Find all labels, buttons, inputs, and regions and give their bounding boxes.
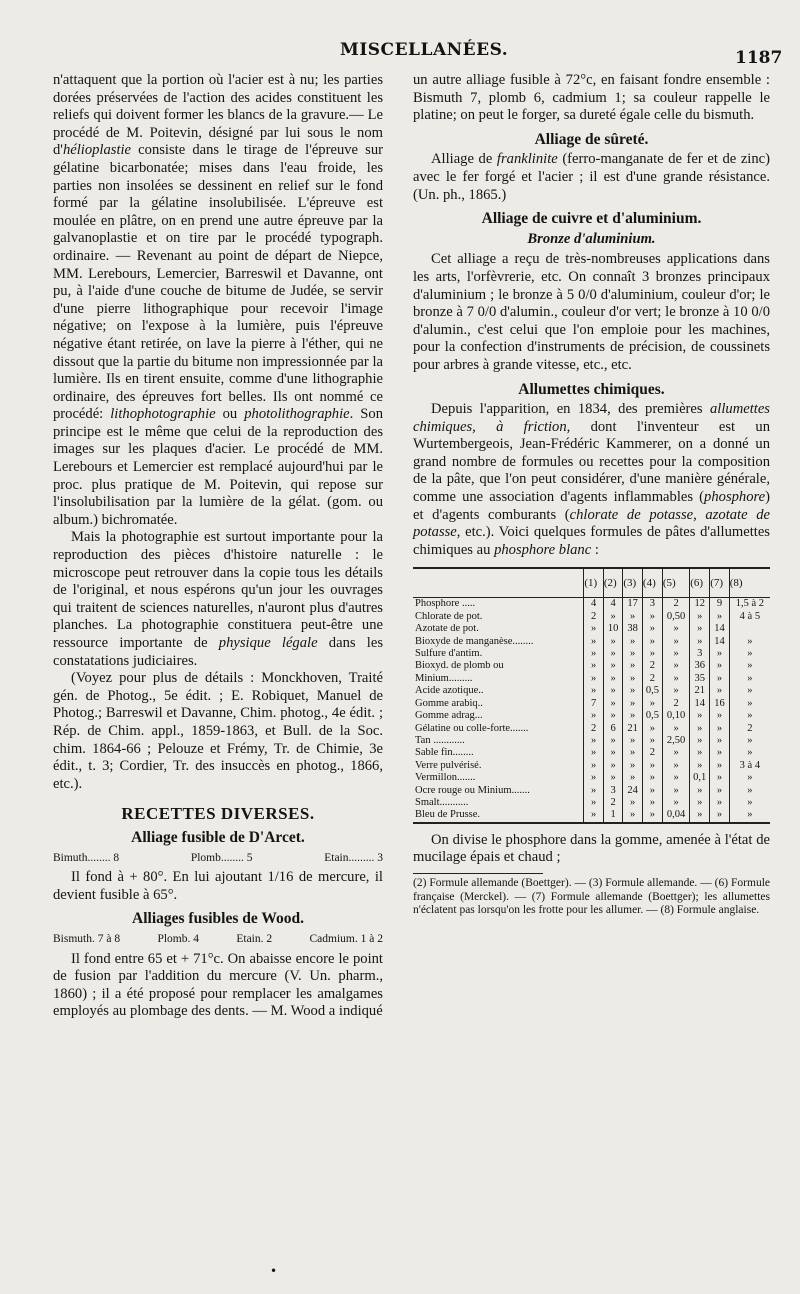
table-cell: » [603, 660, 623, 672]
table-row [413, 623, 770, 635]
paragraph-natural-history: Mais la photographie est surtout importante pour la reproduction des pièces d'histoire naturelle : le microscope peut retrouver dans la copie tous les détails de l'original, et nous espérons qu'un jour les ouvrages qui traitent de sciences naturelles, n'auront plus d'autres planches. La photographie constituera peut-être une ressource importante de physique légale dans les constatations judiciaires. [53, 529, 384, 669]
table-cell: » [642, 698, 662, 710]
table-body [413, 598, 770, 823]
table-cell: 4 [603, 598, 623, 611]
table-cell: » [710, 673, 730, 685]
table-cell: 2 [603, 797, 623, 809]
table-cell: » [729, 673, 770, 685]
subheading-bronze: Bronze d'aluminium. [527, 230, 656, 247]
page-number: 1187 [735, 48, 783, 68]
table-header-cell: (3) [623, 568, 643, 598]
table-cell: » [729, 698, 770, 710]
table-cell: » [584, 685, 604, 697]
table-cell: 7 [584, 698, 604, 710]
table-cell: » [690, 735, 710, 747]
table-cell: » [690, 760, 710, 772]
table-cell: » [584, 772, 604, 784]
table-cell: » [642, 772, 662, 784]
heading-surete: Alliage de sûreté. [534, 130, 649, 148]
table-cell: 17 [623, 598, 643, 611]
table-cell: 0,1 [690, 772, 710, 784]
table-cell: 2 [642, 747, 662, 759]
table-cell: » [642, 735, 662, 747]
table-cell: » [584, 636, 604, 648]
paragraph-references: (Voyez pour plus de détails : Monckhoven, Traité gén. de Photog., 5e édit. ; E. Robiquet, Manuel de Photog.; Barreswil et Davanne, Chim. photog., 4e édit. ; Rép. de Chim. appl., 1859-1863, et Bull. de la Soc. chim. 1864-66 ; Pelouze et Frémy, Tr. de Chimie, 3e édit., t. 3; Cordier, Tr. des insuccès en photog., 1866, etc.). [53, 670, 383, 792]
table-cell: » [710, 797, 730, 809]
table-cell: » [690, 710, 710, 722]
table-cell: 3 à 4 [729, 760, 770, 772]
paragraph-allumettes: Depuis l'apparition, en 1834, des premières allumettes chimiques, à friction, dont l'inventeur est un Wurtembergeois, Jean-Frédéric Kammerer, on a donné un grand nombre de formules ou recettes pour la composition de la pâte, que l'on peut considérer, d'une manière générale, comme une association d'agents inflammables (phosphore) et d'agents comburants (chlorate de potasse, azotate de potasse, etc.). Voici quelques formules de pâtes d'allumettes chimiques au phosphore blanc : [413, 401, 770, 558]
table-cell: 4 à 5 [729, 611, 770, 623]
table-cell: » [642, 785, 662, 797]
table-cell: » [623, 648, 643, 660]
table-cell: 0,10 [662, 710, 689, 722]
table-cell: » [603, 685, 623, 697]
table-cell: 3 [690, 648, 710, 660]
table-row [413, 648, 770, 660]
table-cell: » [690, 611, 710, 623]
table-cell: » [662, 760, 689, 772]
table-cell: » [710, 747, 730, 759]
table-cell: » [584, 710, 604, 722]
table-row-label: Bioxyd. de plomb ou [415, 660, 504, 672]
table-cell: » [584, 797, 604, 809]
formula-darcet: Bimuth........ 8 Plomb........ 5 Etain......... 3 [53, 851, 383, 864]
table-cell: 16 [710, 698, 730, 710]
table-row-label: Chlorate de pot. [415, 610, 483, 622]
table-row-label: Azotate de pot. [415, 623, 479, 635]
section-title-recettes: RECETTES DIVERSES. [121, 804, 315, 824]
bottom-dot: • [270, 1264, 278, 1278]
table-cell: » [584, 735, 604, 747]
table-cell: 2 [584, 611, 604, 623]
table-cell: 1,5 à 2 [729, 598, 770, 611]
table-cell: 2 [662, 598, 689, 611]
table-cell: » [690, 785, 710, 797]
table-cell: » [584, 809, 604, 822]
table-cell: » [729, 747, 770, 759]
table-cell: » [584, 660, 604, 672]
table-cell: 10 [603, 623, 623, 635]
table-cell: » [603, 747, 623, 759]
table-cell: » [662, 623, 689, 635]
table-cell: » [662, 785, 689, 797]
table-row-label: Tan ............ [415, 734, 465, 746]
table-cell: » [710, 660, 730, 672]
table-cell: » [642, 760, 662, 772]
table-cell: 12 [690, 598, 710, 611]
table-row [413, 611, 770, 623]
table-cell: » [710, 735, 730, 747]
footnote: (2) Formule allemande (Boettger). — (3) Formule allemande. — (6) Formule française (Merckel). — (7) Formule allemande (Boettger); les allumettes n'éclatent pas lorsqu'on les frotte pour les allumer. — (8) Formule anglaise. [413, 876, 770, 917]
table-cell: » [623, 747, 643, 759]
table-header-cell: (1) [584, 568, 604, 598]
footnote-rule [413, 873, 543, 874]
table-cell: 0,04 [662, 809, 689, 822]
table-header-cell: (6) [690, 568, 710, 598]
table-cell: » [710, 760, 730, 772]
table-cell: » [710, 723, 730, 735]
table-row-label: Bleu de Prusse. [415, 809, 481, 821]
table-cell: » [710, 772, 730, 784]
table-cell: 2 [729, 723, 770, 735]
table-row [413, 723, 770, 735]
table-cell: » [690, 747, 710, 759]
paragraph-bronze: Cet alliage a reçu de très-nombreuses applications dans les arts, l'orfèvrerie, etc. On connaît 3 bronzes principaux d'aluminium ; le bronze à 5 0/0 d'aluminium, couleur d'or; le bronze à 7 0/0 d'alumin., couleur d'or vert; le bronze à 10 0/0 d'alumin., c'est celui que l'on emploie pour les machines, pour la confection d'instruments de précision, de coussinets pour arbres à grande vitesse, etc., etc. [413, 251, 770, 373]
table-cell: » [710, 710, 730, 722]
table-row [413, 747, 770, 759]
table-cell: » [603, 698, 623, 710]
table-row [413, 598, 770, 611]
table-cell: 14 [690, 698, 710, 710]
table-cell: » [662, 747, 689, 759]
table-row-label: Smalt........... [415, 796, 469, 808]
table-cell: » [729, 797, 770, 809]
heading-cuivre: Alliage de cuivre et d'aluminium. [481, 210, 702, 228]
table-cell: » [710, 611, 730, 623]
table-cell: 36 [690, 660, 710, 672]
table-cell: 21 [690, 685, 710, 697]
table-cell: » [710, 809, 730, 822]
table-cell: 14 [710, 623, 730, 635]
table-header-cell: (5) [662, 568, 689, 598]
table-cell: » [642, 636, 662, 648]
table-cell: » [710, 648, 730, 660]
table-row-label: Gélatine ou colle-forte....... [415, 722, 529, 734]
table-cell [729, 623, 770, 635]
table-row-label: Gomme adrag... [415, 710, 483, 722]
table-cell: » [623, 809, 643, 822]
table-cell: » [623, 685, 643, 697]
table-row-label: Phosphore ..... [415, 598, 476, 610]
right-column [413, 72, 770, 918]
table-row-label: Verre pulvérisé. [415, 759, 482, 771]
table-row [413, 797, 770, 809]
table-cell: » [623, 673, 643, 685]
table-cell: » [642, 797, 662, 809]
table-cell: » [642, 648, 662, 660]
table-cell: » [729, 809, 770, 822]
table-cell: » [690, 623, 710, 635]
table-cell: » [603, 636, 623, 648]
table-cell: 0,5 [642, 710, 662, 722]
table-row-label: Sable fin........ [415, 747, 474, 759]
table-cell: 35 [690, 673, 710, 685]
table-cell: » [710, 685, 730, 697]
table-cell: » [642, 723, 662, 735]
table-row-label: Acide azotique.. [415, 685, 484, 697]
table-cell: » [623, 797, 643, 809]
table-cell: » [584, 785, 604, 797]
table-row-label: Gomme arabiq.. [415, 697, 483, 709]
table-cell: 3 [642, 598, 662, 611]
heading-wood: Alliages fusibles de Wood. [132, 910, 304, 928]
table-cell: » [690, 636, 710, 648]
table-cell: » [623, 760, 643, 772]
table-header-cell [413, 568, 584, 598]
table-header-row [413, 568, 770, 598]
table-cell: » [662, 673, 689, 685]
table-cell: 2 [662, 698, 689, 710]
table-cell: 2,50 [662, 735, 689, 747]
table-row [413, 785, 770, 797]
formula-wood: Bismuth. 7 à 8 Plomb. 4 Etain. 2 Cadmium. 1 à 2 [53, 932, 383, 945]
table-cell: » [662, 685, 689, 697]
table-cell: » [729, 772, 770, 784]
table-cell: » [623, 636, 643, 648]
paragraph-surete: Alliage de franklinite (ferro-manganate de fer et de zinc) avec le fer forgé et l'acier ; il est d'une grande résistance. (Un. ph., 1865.) [413, 151, 770, 203]
table-row [413, 636, 770, 648]
table-cell: » [729, 785, 770, 797]
paragraph-wood: Il fond entre 65 et + 71°c. On abaisse encore le point de fusion par l'addition du mercure (V. Un. pharm., 1860) ; il a été proposé pour remplacer les amalgames employés au plombage des dents. — M. Wood a indiqué [53, 950, 383, 1020]
table-row [413, 660, 770, 672]
table-row [413, 710, 770, 722]
table-row-label: Ocre rouge ou Minium....... [415, 784, 530, 796]
table-cell: » [623, 735, 643, 747]
table-cell: 9 [710, 598, 730, 611]
heading-allumettes: Allumettes chimiques. [518, 380, 665, 398]
table-cell: 24 [623, 785, 643, 797]
table-row-label: Bioxyde de manganèse........ [415, 635, 534, 647]
running-title: MISCELLANÉES. [340, 40, 509, 60]
table-cell: » [603, 673, 623, 685]
paragraph-after-table: On divise le phosphore dans la gomme, amenée à l'état de mucilage épais et chaud ; [413, 831, 770, 866]
table-header-cell: (4) [642, 568, 662, 598]
table-cell: 38 [623, 623, 643, 635]
paragraph-photography: n'attaquent que la portion où l'acier est à nu; les parties dorées préservées de l'action des acides constituent les reliefs qui doivent former les blancs de la gravure.— Le procédé de M. Poitevin, désigné par lui sous le nom d'hélioplastie consiste dans le tirage de l'épreuve sur gélatine bicarbonatée; mises dans l'eau froide, les parties non insolées se dessinent en relief sur le fond formé par la gélatine insolubilisée. L'épreuve est moulée en plâtre, on en prend une autre épreuve par la galvanoplastie et on tire par le procédé typograph. ordinaire. — Revenant au point de départ de Niepce, MM. Lerebours, Lemercier, Barreswil et Davanne, ont pu, à l'aide d'une couche de bitume de Judée, se servir d'une pierre lithographique pour recevoir l'image négative; on l'expose à la lumière, puis l'épreuve négative étant retirée, on lave la pierre à l'éther, qui ne dissout que la partie du bitume non impressionnée par la lumière. Ils en tirent ensuite, comme d'une lithographie ordinaire, des épreuves fort belles. Ils ont nommé ce procédé: lithophotographie ou photolithographie. Son principe est le même que celui de la reproduction des images sur les plaques d'acier. Le procédé de MM. Lerebours et Lemercier est remplacé aujourd'hui par le proc. plus pratique de M. Poitevin, qui repose sur l'insolubilisation par la lumière de la gélat. (gom. ou album.) bichromatée. [53, 72, 383, 528]
table-cell: » [623, 710, 643, 722]
table-cell: 2 [584, 723, 604, 735]
table-header-cell: (7) [710, 568, 730, 598]
table-cell: » [729, 685, 770, 697]
table-cell: » [603, 611, 623, 623]
table-cell: » [642, 809, 662, 822]
table-cell: » [603, 772, 623, 784]
table-cell: » [690, 723, 710, 735]
table-cell: » [584, 648, 604, 660]
table-cell: » [662, 648, 689, 660]
table-cell: » [584, 623, 604, 635]
table-cell: » [729, 648, 770, 660]
table-cell: » [642, 623, 662, 635]
table-row-label: Sulfure d'antim. [415, 648, 483, 660]
table-row [413, 809, 770, 822]
table-header-cell: (8) [729, 568, 770, 598]
table-cell: 3 [603, 785, 623, 797]
table-cell: 4 [584, 598, 604, 611]
table-cell: » [729, 636, 770, 648]
table-cell: » [584, 747, 604, 759]
heading-darcet: Alliage fusible de D'Arcet. [131, 828, 305, 846]
table-cell: » [603, 648, 623, 660]
formula-table [413, 567, 770, 823]
table-cell: » [662, 772, 689, 784]
table-cell: » [623, 660, 643, 672]
table-cell: » [584, 673, 604, 685]
table-cell: 6 [603, 723, 623, 735]
table-cell: » [662, 723, 689, 735]
table-row [413, 760, 770, 772]
table-cell: 0,50 [662, 611, 689, 623]
table-cell: » [603, 760, 623, 772]
table-cell: » [662, 797, 689, 809]
table-header-cell: (2) [603, 568, 623, 598]
table-cell: » [710, 785, 730, 797]
table-cell: » [623, 772, 643, 784]
table-row [413, 673, 770, 685]
table-row-label: Minium......... [415, 672, 473, 684]
table-cell: » [662, 660, 689, 672]
paragraph-darcet: Il fond à + 80°. En lui ajoutant 1/16 de mercure, il devient fusible à 65°. [53, 869, 383, 903]
table-cell: 2 [642, 673, 662, 685]
table-cell: 14 [710, 636, 730, 648]
table-row [413, 772, 770, 784]
table-cell: » [729, 710, 770, 722]
table-cell: » [623, 698, 643, 710]
table-cell: » [729, 660, 770, 672]
table-cell: » [584, 760, 604, 772]
table-row [413, 685, 770, 697]
paragraph-wood-continued: un autre alliage fusible à 72°c, en faisant fondre ensemble : Bismuth 7, plomb 6, cadmium 1; sa couleur rappelle le platine; on peut le forger, sa dureté égale celle du bismuth. [413, 72, 770, 124]
table-cell: 1 [603, 809, 623, 822]
left-column [53, 72, 383, 1021]
table-cell: 2 [642, 660, 662, 672]
table-cell: 21 [623, 723, 643, 735]
table-cell: » [729, 735, 770, 747]
table-cell: » [623, 611, 643, 623]
table-row-label: Vermillon....... [415, 772, 476, 784]
table-row [413, 735, 770, 747]
table-row [413, 698, 770, 710]
table-cell: » [690, 809, 710, 822]
table-cell: » [642, 611, 662, 623]
page-header [0, 40, 800, 70]
table-cell: » [603, 735, 623, 747]
table-cell: » [603, 710, 623, 722]
table-cell: » [662, 636, 689, 648]
table-cell: » [690, 797, 710, 809]
table-cell: 0,5 [642, 685, 662, 697]
